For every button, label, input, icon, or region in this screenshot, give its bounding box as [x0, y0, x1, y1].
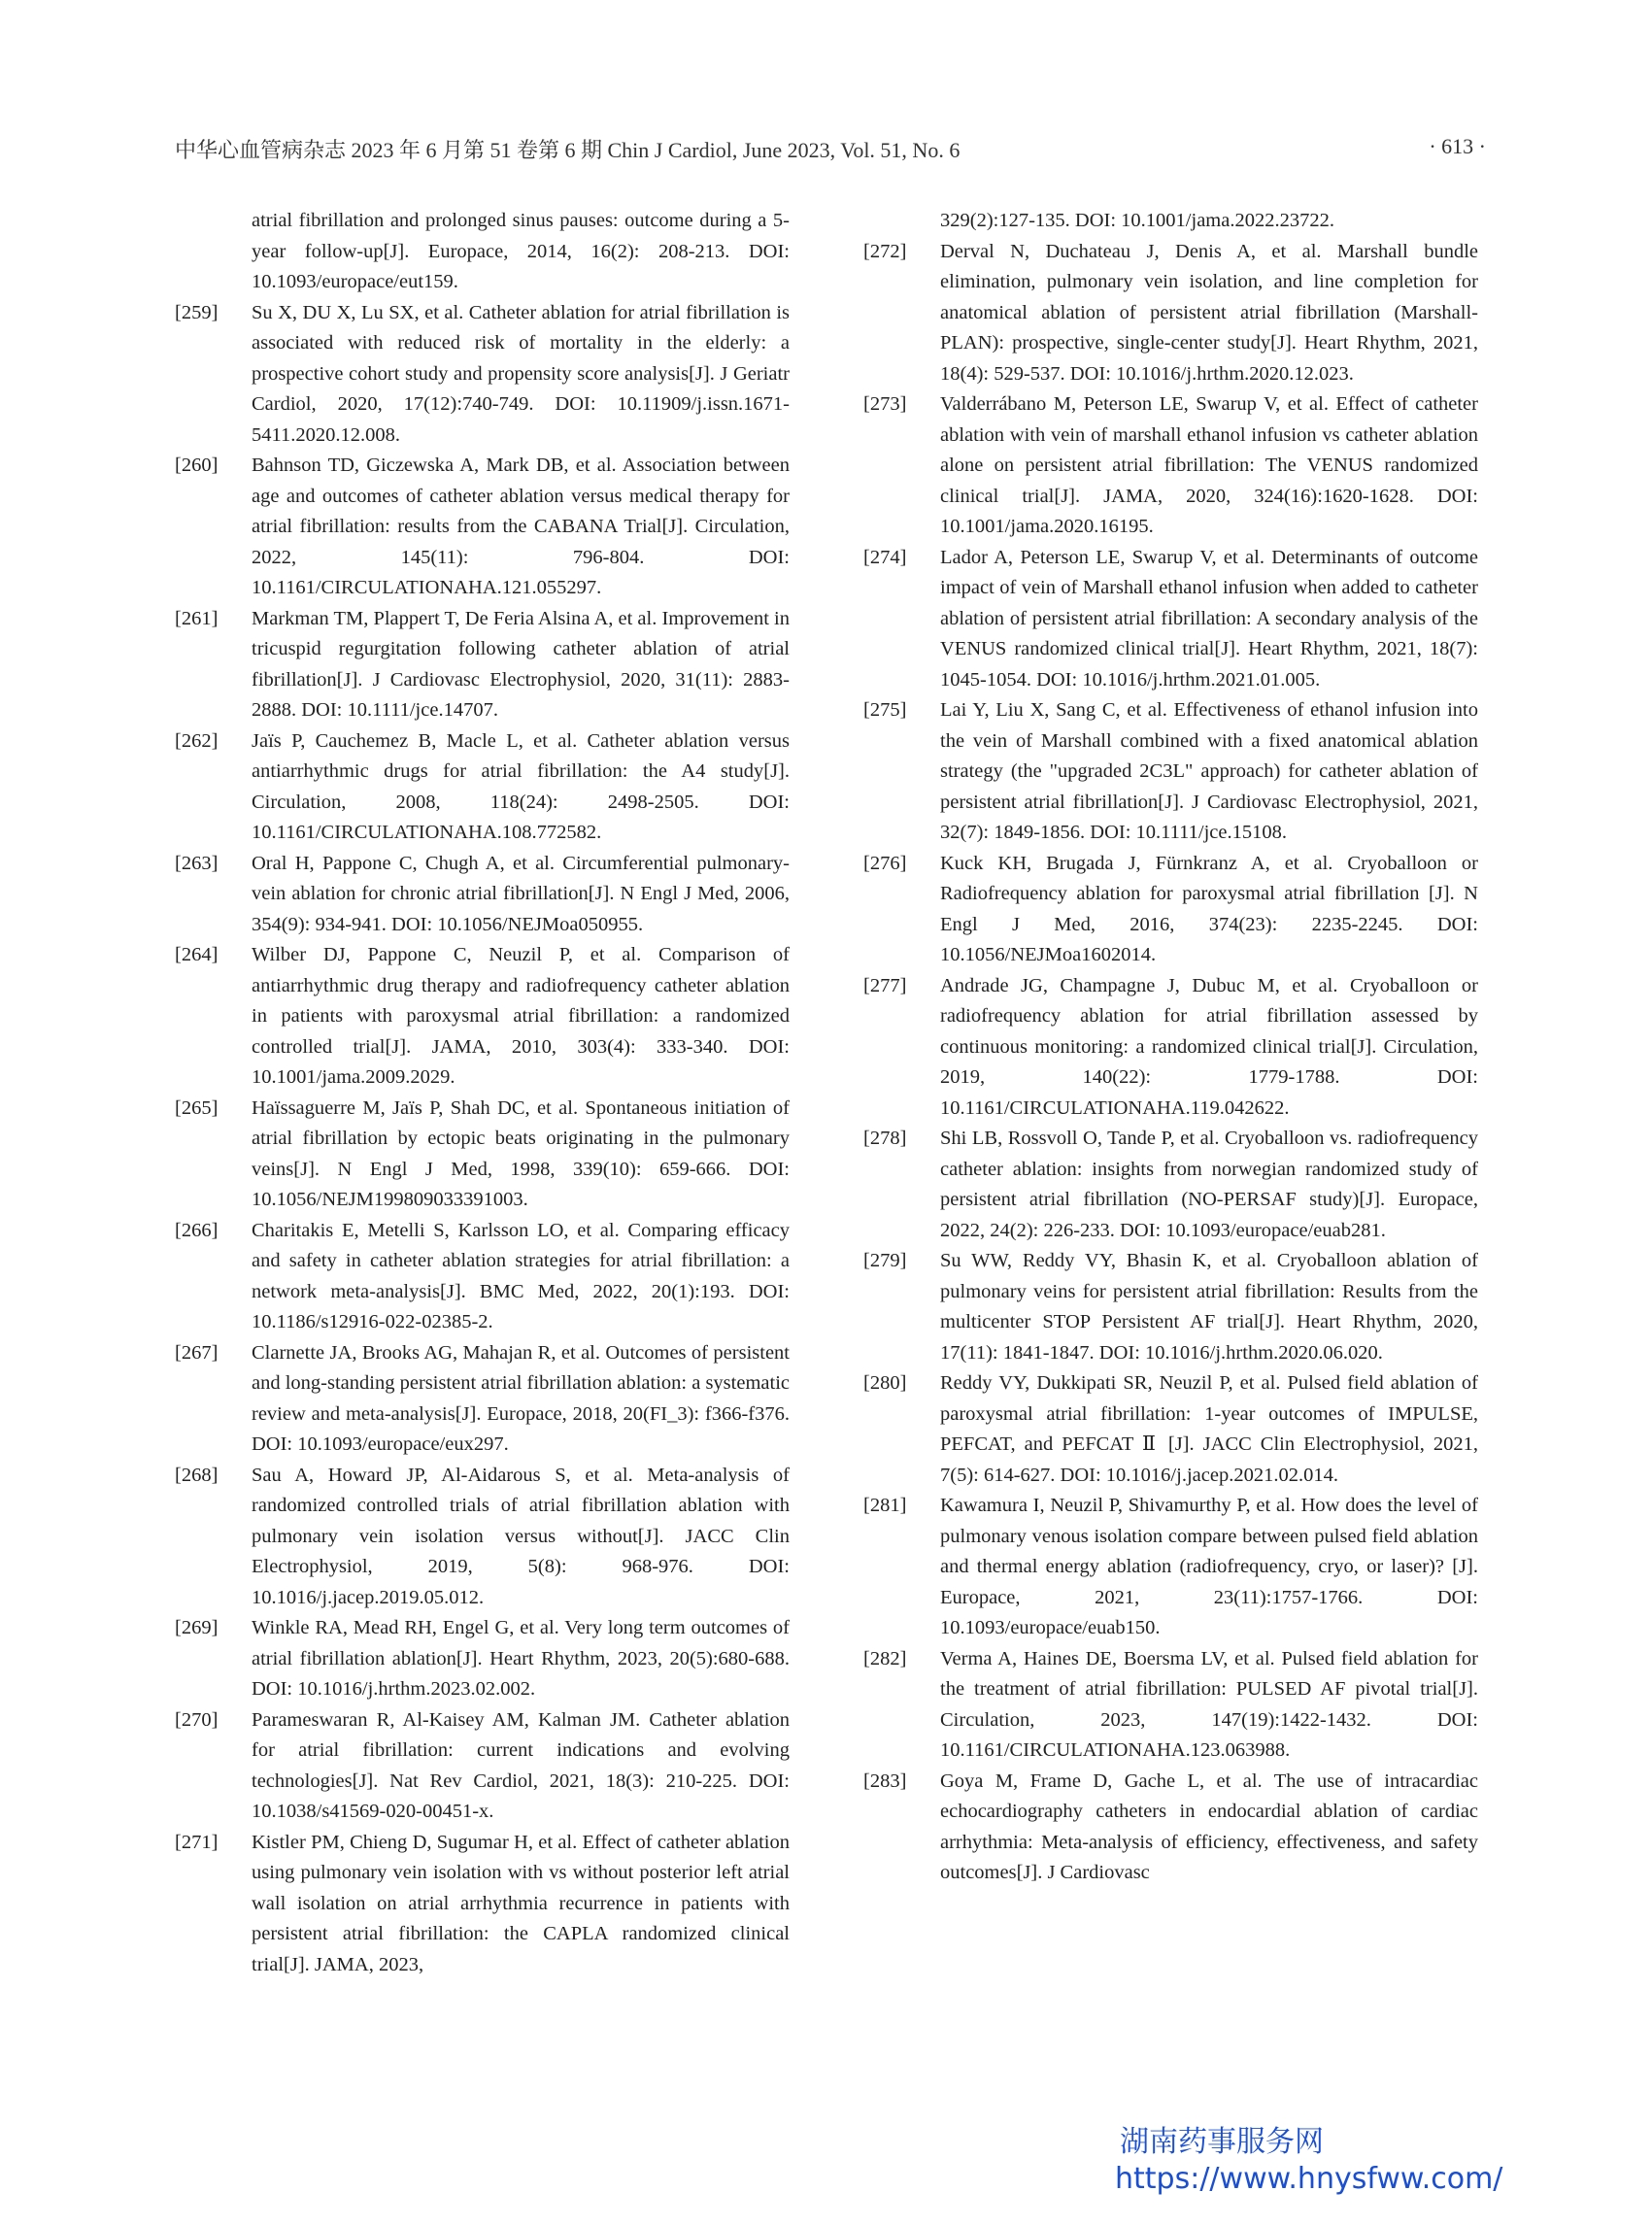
reference-item — [175, 1828, 790, 1981]
reference-number: [271] — [175, 1831, 219, 1853]
journal-citation: 中华心血管病杂志 2023 年 6 月第 51 卷第 6 期 Chin J Cardiol, June 2023, Vol. 51, No. 6 — [175, 138, 961, 162]
reference-text: Lai Y, Liu X, Sang C, et al. Effectiveness of ethanol infusion into the vein of Marshall combined with a fixed anatomical ablation strategy (the "upgraded 2C3L" approach) for catheter ablation of persistent atrial fibrillation[J]. J Cardiovasc Electrophysiol, 2021, 32(7): 1849-1856. DOI: 10.1111/jce.15108. — [940, 699, 1478, 843]
reference-text: Oral H, Pappone C, Chugh A, et al. Circumferential pulmonary-vein ablation for chronic atrial fibrillation[J]. N Engl J Med, 2006, 354(9): 934-941. DOI: 10.1056/NEJMoa050955. — [252, 852, 790, 935]
reference-number: [264] — [175, 944, 219, 965]
reference-text: Valderrábano M, Peterson LE, Swarup V, et al. Effect of catheter ablation with vein of marshall ethanol infusion vs catheter ablation alone on persistent atrial fibrillation: The VENUS randomized clinical trial[J]. JAMA, 2020, 324(16):1620-1628. DOI: 10.1001/jama.2020.16195. — [940, 393, 1478, 537]
reference-number: [279] — [863, 1250, 907, 1271]
reference-text: Shi LB, Rossvoll O, Tande P, et al. Cryoballoon vs. radiofrequency catheter ablation: insights from norwegian randomized study of persistent atrial fibrillation (NO-PERSAF study)[J]. Europace, 2022, 24(2): 226-233. DOI: 10.1093/europace/euab281. — [940, 1128, 1478, 1241]
reference-item — [863, 389, 1478, 543]
reference-item — [175, 1094, 790, 1216]
reference-text: Sau A, Howard JP, Al-Aidarous S, et al. Meta-analysis of randomized controlled trials of atrial fibrillation ablation with pulmonary vein isolation versus without[J]. JACC Clin Electrophysiol, 2019, 5(8): 968-976. DOI: 10.1016/j.jacep.2019.05.012. — [252, 1464, 790, 1608]
reference-item — [175, 1338, 790, 1461]
reference-text: Charitakis E, Metelli S, Karlsson LO, et al. Comparing efficacy and safety in catheter ablation strategies for atrial fibrillation: a network meta-analysis[J]. BMC Med, 2022, 20(1):193. DOI: 10.1186/s12916-022-02385-2. — [252, 1219, 790, 1332]
reference-number: [280] — [863, 1372, 907, 1394]
reference-text: Winkle RA, Mead RH, Engel G, et al. Very long term outcomes of atrial fibrillation ablation[J]. Heart Rhythm, 2023, 20(5):680-688. DOI: 10.1016/j.hrthm.2023.02.002. — [252, 1617, 790, 1700]
reference-item — [175, 1705, 790, 1828]
watermark-site-name: 湖南药事服务网 — [1120, 2125, 1324, 2159]
reference-number: [282] — [863, 1647, 907, 1669]
reference-text: Kistler PM, Chieng D, Sugumar H, et al. Effect of catheter ablation using pulmonary vein isolation with vs without posterior left atrial wall isolation on atrial arrhythmia recurrence in patients with persistent atrial fibrillation: the CAPLA randomized clinical trial[J]. JAMA, 2023, — [252, 1831, 790, 1975]
reference-text: Wilber DJ, Pappone C, Neuzil P, et al. Comparison of antiarrhythmic drug therapy and radiofrequency catheter ablation in patients with paroxysmal atrial fibrillation: a randomized controlled trial[J]. JAMA, 2010, 303(4): 333-340. DOI: 10.1001/jama.2009.2029. — [252, 944, 790, 1088]
reference-item — [863, 1491, 1478, 1644]
reference-text: Verma A, Haines DE, Boersma LV, et al. Pulsed field ablation for the treatment of atrial fibrillation: PULSED AF pivotal trial[J]. Circulation, 2023, 147(19):1422-1432. DOI: 10.1161/CIRCULATIONAHA.123.063988. — [940, 1647, 1478, 1761]
reference-number: [265] — [175, 1096, 219, 1119]
reference-text: Su X, DU X, Lu SX, et al. Catheter ablation for atrial fibrillation is associated with reduced risk of mortality in the elderly: a prospective cohort study and propensity score analysis[J]. J Geriatr Cardiol, 2020, 17(12):740-749. DOI: 10.11909/j.issn.1671-5411.2020.12.008. — [252, 301, 790, 446]
reference-number: [262] — [175, 729, 219, 752]
reference-item — [863, 237, 1478, 390]
reference-number: [270] — [175, 1708, 219, 1731]
reference-text: Kuck KH, Brugada J, Fürnkranz A, et al. Cryoballoon or Radiofrequency ablation for paroxysmal atrial fibrillation [J]. N Engl J Med, 2016, 374(23): 2235-2245. DOI: 10.1056/NEJMoa1602014. — [940, 852, 1478, 965]
reference-number: [281] — [863, 1495, 907, 1516]
reference-number: [275] — [863, 699, 907, 721]
reference-item — [863, 1644, 1478, 1767]
reference-text: Haïssaguerre M, Jaïs P, Shah DC, et al. Spontaneous initiation of atrial fibrillation by ectopic beats originating in the pulmonary veins[J]. N Engl J Med, 1998, 339(10): 659-666. DOI: 10.1056/NEJM199809033391003. — [252, 1096, 790, 1210]
reference-item — [175, 604, 790, 726]
reference-item — [175, 1216, 790, 1338]
reference-item — [175, 726, 790, 849]
reference-item — [863, 1767, 1478, 1889]
reference-text: Kawamura I, Neuzil P, Shivamurthy P, et al. How does the level of pulmonary venous isolation compare between pulsed field ablation and thermal energy ablation (radiofrequency, cryo, or laser)? [J]. Europace, 2021, 23(11):1757-1766. DOI: 10.1093/europace/euab150. — [940, 1495, 1478, 1638]
reference-item — [175, 1461, 790, 1614]
reference-column-left — [175, 206, 790, 1980]
reference-item — [175, 298, 790, 452]
reference-item — [863, 1246, 1478, 1368]
reference-number: [261] — [175, 607, 219, 629]
reference-text: Su WW, Reddy VY, Bhasin K, et al. Cryoballoon ablation of pulmonary veins for persistent atrial fibrillation: Results from the multicenter STOP Persistent AF trial[J]. Heart Rhythm, 2020, 17(11): 1841-1847. DOI: 10.1016/j.hrthm.2020.06.020. — [940, 1250, 1478, 1364]
reference-text: Bahnson TD, Giczewska A, Mark DB, et al. Association between age and outcomes of catheter ablation versus medical therapy for atrial fibrillation: results from the CABANA Trial[J]. Circulation, 2022, 145(11): 796-804. DOI: 10.1161/CIRCULATIONAHA.121.055297. — [252, 455, 790, 598]
reference-text: Clarnette JA, Brooks AG, Mahajan R, et al. Outcomes of persistent and long-standing persistent atrial fibrillation ablation: a systematic review and meta-analysis[J]. Europace, 2018, 20(FI_3): f366-f376. DOI: 10.1093/europace/eux297. — [252, 1341, 790, 1455]
reference-text: Jaïs P, Cauchemez B, Macle L, et al. Catheter ablation versus antiarrhythmic drugs for atrial fibrillation: the A4 study[J]. Circulation, 2008, 118(24): 2498-2505. DOI: 10.1161/CIRCULATIONAHA.108.772582. — [252, 729, 790, 843]
reference-item — [175, 940, 790, 1094]
reference-number: [278] — [863, 1128, 907, 1149]
reference-text: Derval N, Duchateau J, Denis A, et al. Marshall bundle elimination, pulmonary vein isolation, and line completion for anatomical ablation of persistent atrial fibrillation (Marshall-PLAN): prospective, single-center study[J]. Heart Rhythm, 2021, 18(4): 529-537. DOI: 10.1016/j.hrthm.2020.12.023. — [940, 240, 1478, 385]
reference-number: [274] — [863, 546, 907, 568]
reference-number: [277] — [863, 974, 907, 996]
reference-continued: 329(2):127-135. DOI: 10.1001/jama.2022.23722. — [940, 210, 1334, 231]
reference-number: [272] — [863, 240, 907, 262]
reference-number: [263] — [175, 852, 219, 874]
running-header — [175, 134, 1486, 165]
watermark-url[interactable]: https://www.hnysfww.com/ — [1115, 2162, 1503, 2196]
reference-text: Lador A, Peterson LE, Swarup V, et al. Determinants of outcome impact of vein of Marshall ethanol infusion when added to catheter ablation of persistent atrial fibrillation: A secondary analysis of the VENUS randomized clinical trial[J]. Heart Rhythm, 2021, 18(7): 1045-1054. DOI: 10.1016/j.hrthm.2021.01.005. — [940, 546, 1478, 691]
reference-item — [863, 971, 1478, 1125]
reference-number: [268] — [175, 1464, 219, 1486]
reference-text: Goya M, Frame D, Gache L, et al. The use of intracardiac echocardiography catheters in endocardial ablation of cardiac arrhythmia: Meta-analysis of efficiency, effectiveness, and safety outcomes[J]. J Cardiovasc — [940, 1770, 1478, 1883]
reference-item — [863, 1368, 1478, 1491]
watermark — [1115, 2117, 1503, 2196]
reference-text: Parameswaran R, Al-Kaisey AM, Kalman JM. Catheter ablation for atrial fibrillation: current indications and evolving technologies[J]. Nat Rev Cardiol, 2021, 18(3): 210-225. DOI: 10.1038/s41569-020-00451-x. — [252, 1708, 790, 1822]
reference-text: Reddy VY, Dukkipati SR, Neuzil P, et al. Pulsed field ablation of paroxysmal atrial fibrillation: 1-year outcomes of IMPULSE, PEFCAT, and PEFCAT Ⅱ [J]. JACC Clin Electrophysiol, 2021, 7(5): 614-627. DOI: 10.1016/j.jacep.2021.02.014. — [940, 1372, 1478, 1486]
reference-number: [259] — [175, 301, 219, 323]
reference-item — [863, 1124, 1478, 1246]
reference-number: [266] — [175, 1219, 219, 1241]
reference-item — [175, 451, 790, 604]
reference-item — [175, 1613, 790, 1705]
reference-number: [276] — [863, 852, 907, 874]
reference-number: [269] — [175, 1617, 219, 1638]
page-number: · 613 · — [1429, 134, 1486, 158]
reference-item — [863, 695, 1478, 849]
reference-item — [175, 849, 790, 941]
reference-item — [863, 849, 1478, 971]
reference-item — [863, 543, 1478, 696]
reference-number: [267] — [175, 1341, 219, 1364]
reference-text: Markman TM, Plappert T, De Feria Alsina A, et al. Improvement in tricuspid regurgitation following catheter ablation of atrial fibrillation[J]. J Cardiovasc Electrophysiol, 2020, 31(11): 2883-2888. DOI: 10.1111/jce.14707. — [252, 607, 790, 721]
reference-column-right — [863, 206, 1478, 1889]
reference-number: [283] — [863, 1770, 907, 1792]
reference-number: [273] — [863, 393, 907, 415]
reference-number: [260] — [175, 455, 219, 476]
reference-continued: atrial fibrillation and prolonged sinus pauses: outcome during a 5-year follow-up[J]. Europace, 2014, 16(2): 208-213. DOI: 10.1093/europace/eut159. — [252, 210, 790, 292]
reference-text: Andrade JG, Champagne J, Dubuc M, et al. Cryoballoon or radiofrequency ablation for atrial fibrillation assessed by continuous monitoring: a randomized clinical trial[J]. Circulation, 2019, 140(22): 1779-1788. DOI: 10.1161/CIRCULATIONAHA.119.042622. — [940, 974, 1478, 1119]
